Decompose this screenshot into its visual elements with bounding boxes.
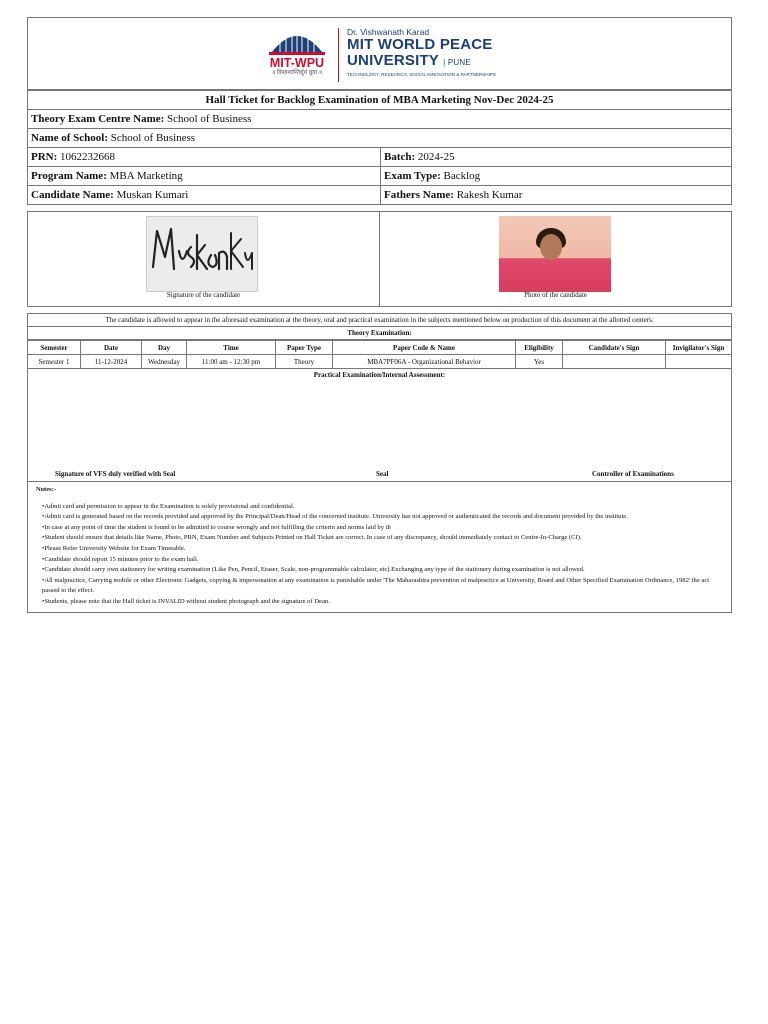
page-title: Hall Ticket for Backlog Examination of MBA Marketing Nov-Dec 2024-25 [28, 91, 732, 110]
logo-city: | PUNE [443, 58, 471, 67]
candidate-cell [28, 186, 381, 205]
list-item: • Admit card and permission to appear in the Examination is solely provisional and confidential. [42, 502, 723, 513]
university-logo [261, 24, 526, 86]
notes-list [36, 502, 723, 608]
col-paper-code-name: Paper Code & Name [333, 341, 516, 355]
photo-caption: Photo of the candidate [524, 291, 587, 299]
signature-caption: Signature of the candidate [166, 291, 241, 299]
prn-label: PRN: [31, 151, 58, 163]
col-invigilator-sign: Invigilator's Sign [666, 341, 732, 355]
centre-label: Theory Exam Centre Name: [31, 113, 165, 125]
practical-section [28, 369, 731, 481]
col-time: Time [187, 341, 276, 355]
father-label: Fathers Name: [384, 189, 454, 201]
logo-motto: TECHNOLOGY, RESEARCH, SOCIAL INNOVATION & PARTNERSHIPS [347, 72, 496, 77]
logo-university-line1: MIT WORLD PEACE [347, 36, 493, 53]
col-semester: Semester [28, 341, 81, 355]
logo-university-word: UNIVERSITY [347, 52, 439, 69]
semester-cell: Semester 1 [28, 355, 81, 369]
logo-emblem [261, 24, 333, 86]
exam-intro: The candidate is allowed to appear in the aforesaid examination at the theory, oral and practical examination in the subjects mentioned below on production of this document at the allotted centers. [28, 314, 731, 327]
list-item: • Admit card is generated based on the records provided and approved by the Principal/Dean/Head of the concerned institute. University has not approved or authenticated the records and document provided by the institute. [42, 512, 723, 523]
list-item: • All malpractice, Carrying mobile or other Electronic Gadgets, copying & impersonation at any examination is punishable under 'The Maharashtra prevention of malpractice at University, Board and Other Specified Examination Ordinance, 1982' the act passed to the effect. [42, 576, 723, 597]
exam-section [27, 313, 732, 613]
batch-value: 2024-25 [417, 151, 455, 163]
col-paper-type: Paper Type [276, 341, 333, 355]
candidate-label: Candidate Name: [31, 189, 114, 201]
time-cell: 11:00 am - 12:30 pm [187, 355, 276, 369]
date-cell: 11-12-2024 [81, 355, 142, 369]
centre-row [28, 110, 732, 129]
practical-title: Practical Examination/Internal Assessment: [313, 371, 446, 379]
candidate-photo [499, 216, 611, 292]
logo-tagline: ॥ विश्वशान्तिर्ध्रुवं ध्रुवा ॥ [271, 70, 323, 76]
invigilator-sign-cell [666, 355, 732, 369]
school-value: School of Business [110, 132, 196, 144]
theory-header-row [28, 341, 731, 355]
list-item: • Student should ensure that details like Name, Photo, PRN, Exam Number and Subjects Printed on Hall Ticket are correct. In case of any discrepancy, should immediately contact to Centre-In-Charge (CI). [42, 533, 723, 544]
program-cell [28, 167, 381, 186]
logo-divider [338, 28, 339, 82]
list-item: • Please Refer University Website for Exam Timetable. [42, 544, 723, 555]
prn-cell [28, 148, 381, 167]
centre-value: School of Business [167, 113, 252, 125]
father-value: Rakesh Kumar [456, 189, 523, 201]
father-cell [381, 186, 732, 205]
photo-face [540, 234, 562, 260]
candidate-info-table [27, 90, 732, 205]
program-label: Program Name: [31, 170, 107, 182]
seal-label: Seal [376, 470, 389, 478]
eligibility-cell: Yes [516, 355, 563, 369]
logo-founder: Dr. Vishwanath Karad [347, 27, 430, 37]
candidate-sign-cell [563, 355, 666, 369]
candidate-signature-image [146, 216, 258, 292]
list-item: • In case at any point of time the student is found to be admitted to course wrongly and not fulfilling the criterin and norms laid by th [42, 523, 723, 534]
batch-cell [381, 148, 732, 167]
batch-label: Batch: [384, 151, 416, 163]
table-row [28, 355, 731, 369]
theory-exam-title: Theory Examination: [28, 327, 731, 340]
logo-short-name: MIT-WPU [269, 56, 325, 70]
program-value: MBA Marketing [109, 170, 183, 182]
list-item: • Students, please note that the Hall ticket is INVALID without student photograph and the signature of Dean. [42, 597, 723, 608]
notes-section [28, 481, 731, 612]
photo-cell [380, 211, 732, 307]
col-day: Day [142, 341, 187, 355]
logo-text [347, 27, 496, 78]
signature-drawing [147, 217, 257, 291]
school-label: Name of School: [31, 132, 108, 144]
exam-type-label: Exam Type: [384, 170, 441, 182]
hall-ticket [27, 17, 732, 613]
list-item: • Candidate should report 15 minutes prior to the exam hall. [42, 555, 723, 566]
col-date: Date [81, 341, 142, 355]
prn-value: 1062232668 [60, 151, 116, 163]
exam-type-value: Backlog [443, 170, 481, 182]
col-eligibility: Eligibility [516, 341, 563, 355]
paper-code-name-cell: MBA7PF06A - Organizational Behavior [333, 355, 516, 369]
notes-title: Notes:- [36, 486, 57, 493]
theory-exam-table [28, 340, 731, 369]
logo-university-line2 [347, 53, 496, 71]
header [27, 17, 732, 90]
col-candidate-sign: Candidate's Sign [563, 341, 666, 355]
candidate-value: Muskan Kumari [116, 189, 189, 201]
dome-icon [266, 24, 328, 56]
vfs-signature-label: Signature of VFS duly verified with Seal [55, 470, 176, 478]
list-item: • Candidate should carry own stationery for writing examination (Like Pen, Pencil, Eraser, Scale, non-programmable calculator, etc).Exchanging any type of the stationery during examination is not allowed. [42, 565, 723, 576]
signature-cell [27, 211, 380, 307]
controller-label: Controller of Examinations [592, 470, 674, 478]
exam-type-cell [381, 167, 732, 186]
day-cell: Wednesday [142, 355, 187, 369]
paper-type-cell: Theory [276, 355, 333, 369]
signature-photo-row [27, 211, 732, 307]
school-row [28, 129, 732, 148]
